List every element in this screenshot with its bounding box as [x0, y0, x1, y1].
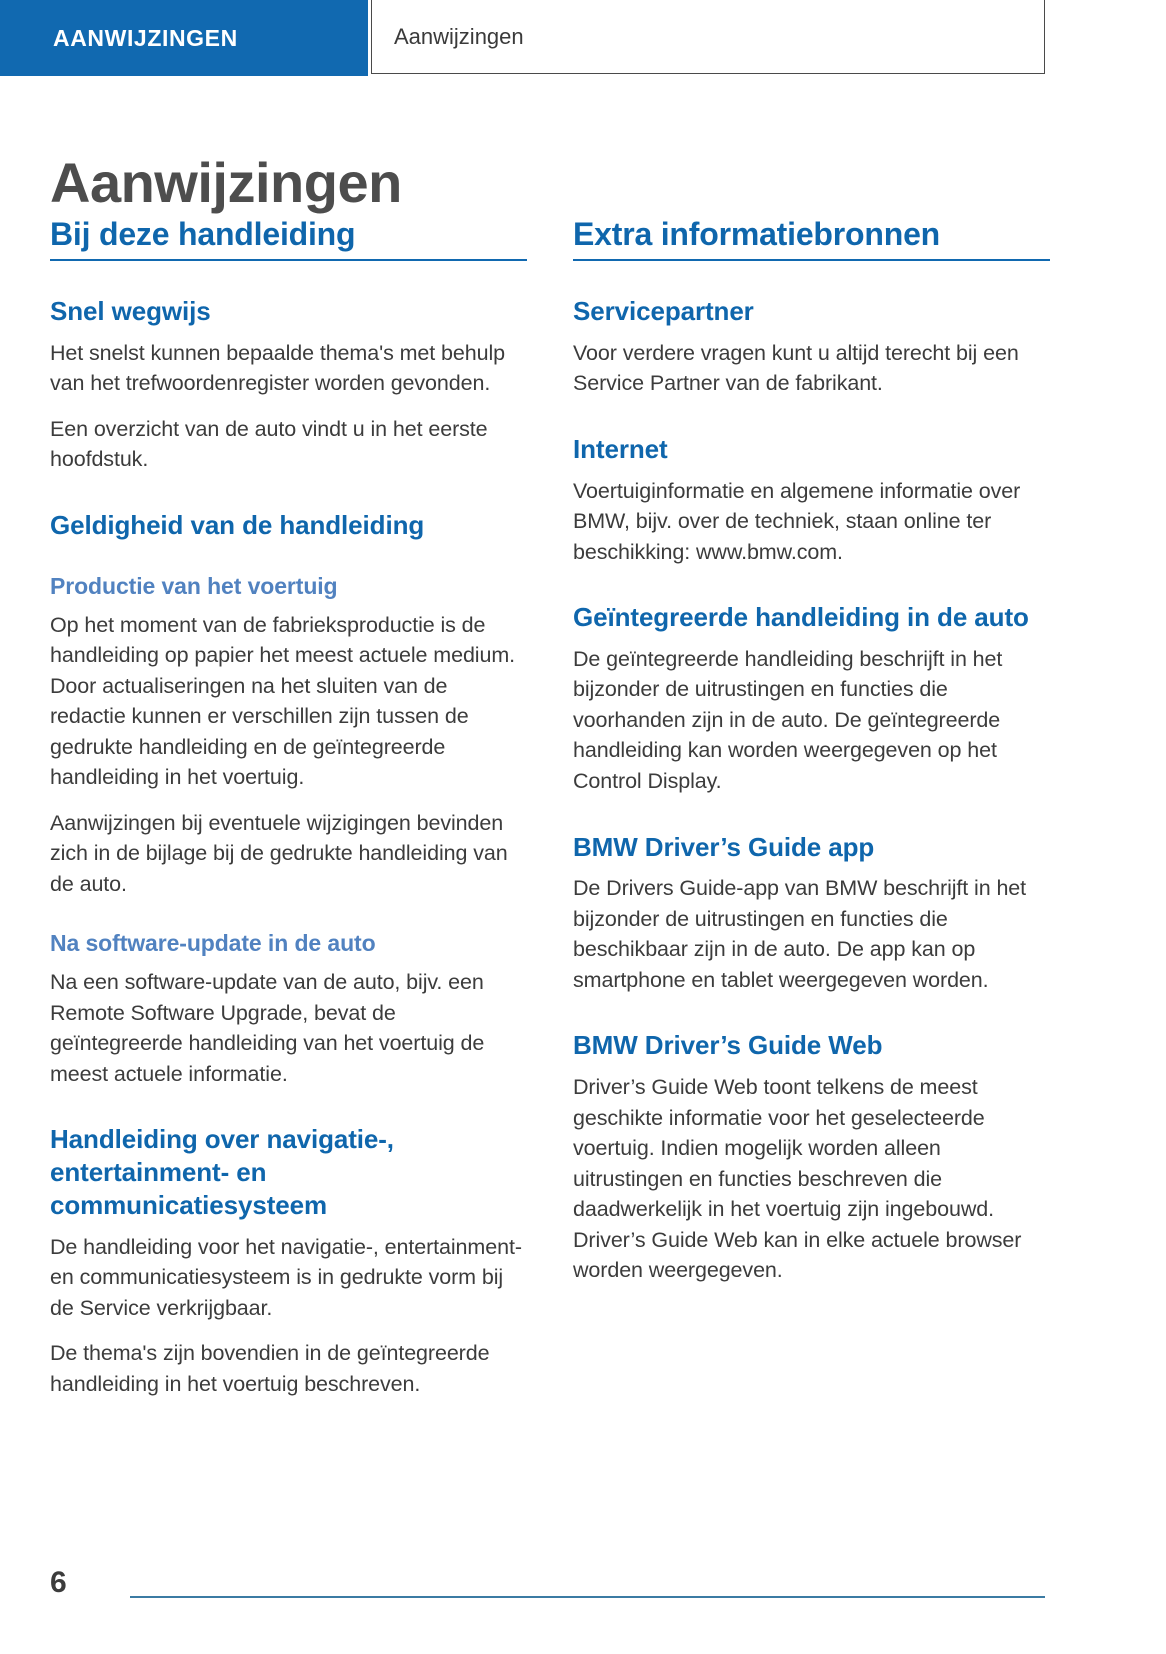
heading-bmw-drivers-guide-app: BMW Driver’s Guide app [573, 831, 875, 862]
paragraph: De Drivers Guide-app van BMW beschrijft in het bijzonder de uitrustingen en functies die beschikbaar zijn in de auto. De app kan op smartphone en tablet weergegeven worden. [573, 876, 1027, 992]
paragraph: Voertuiginformatie en algemene informatie over BMW, bijv. over de techniek, staan online ter beschikking: www.bmw.com. [573, 478, 1021, 564]
heading-snel-wegwijs: Snel wegwijs [50, 296, 211, 327]
section-title: Bij deze handleiding [50, 216, 356, 252]
right-column [573, 216, 1050, 1399]
heading-bmw-drivers-guide-web: BMW Driver’s Guide Web [573, 1030, 883, 1061]
section-title-divider [50, 259, 527, 261]
heading-gentegreerde-handleiding-in-de-auto: Geïntegreerde handleiding in de auto [573, 602, 1029, 633]
paragraph: Een overzicht van de auto vindt u in het eerste hoofdstuk. [50, 416, 488, 472]
page-header [0, 0, 1166, 82]
paragraph: De handleiding voor het navigatie-, entertainment- en communicatiesysteem is in gedrukte vorm bij de Service verkrijgbaar. [50, 1234, 522, 1320]
heading-internet: Internet [573, 433, 668, 464]
heading-geldigheid-van-de-handleiding: Geldigheid van de handleiding [50, 509, 425, 540]
chapter-tab[interactable] [0, 0, 368, 76]
heading-productie-van-het-voertuig: Productie van het voertuig [50, 572, 338, 599]
section-title-divider [573, 259, 1050, 261]
left-column [50, 216, 527, 1399]
paragraph: Aanwijzingen bij eventuele wijzigingen bevinden zich in de bijlage bij de gedrukte handleiding van de auto. [50, 810, 508, 896]
chapter-tab-label: AANWIJZINGEN [53, 24, 238, 51]
heading-servicepartner: Servicepartner [573, 296, 754, 327]
paragraph: Na een software-update van de auto, bijv. een Remote Software Upgrade, bevat de geïntegreerde handleiding van het voertuig de meest actuele informatie. [50, 970, 485, 1086]
paragraph: Het snelst kunnen bepaalde thema's met behulp van het trefwoordenregister worden gevonden. [50, 340, 505, 396]
paragraph: Op het moment van de fabrieksproductie is de handleiding op papier het meest actuele medium. Door actualiseringen na het sluiten van de redactie kunnen er verschillen zijn tussen de gedrukte handleiding en de geïntegreerde handleiding in het voertuig. [50, 612, 516, 790]
heading-handleiding-over-navigatie-entertainment: Handleiding over navigatie-, entertainment- en communicatiesysteem [50, 1124, 394, 1220]
content-columns [50, 216, 1050, 1399]
paragraph: Voor verdere vragen kunt u altijd terecht bij een Service Partner van de fabrikant. [573, 340, 1019, 396]
paragraph: De geïntegreerde handleiding beschrijft in het bijzonder de uitrustingen en functies die voorhanden zijn in de auto. De geïntegreerde handleiding kan worden weergegeven op het Control Display. [573, 646, 1003, 793]
paragraph: De thema's zijn bovendien in de geïntegreerde handleiding in het voertuig beschreven. [50, 1341, 490, 1396]
page-number: 6 [50, 1566, 67, 1599]
page-title: Aanwijzingen [50, 150, 402, 214]
footer-divider [130, 1596, 1045, 1598]
paragraph: Driver’s Guide Web toont telkens de meest geschikte informatie voor het geselecteerde voertuig. Indien mogelijk worden alleen uitrustingen en functies beschreven die daadwerkelijk in het voertuig zijn ingebouwd. Driver’s Guide Web kan in elke actuele browser worden weergegeven. [573, 1075, 1022, 1283]
section-tab-label: Aanwijzingen [394, 23, 524, 49]
heading-na-softwareupdate-in-de-auto: Na software-update in de auto [50, 930, 376, 957]
page-footer [0, 1566, 1166, 1606]
section-tab[interactable] [371, 0, 1045, 74]
section-title: Extra informatiebronnen [573, 216, 941, 252]
